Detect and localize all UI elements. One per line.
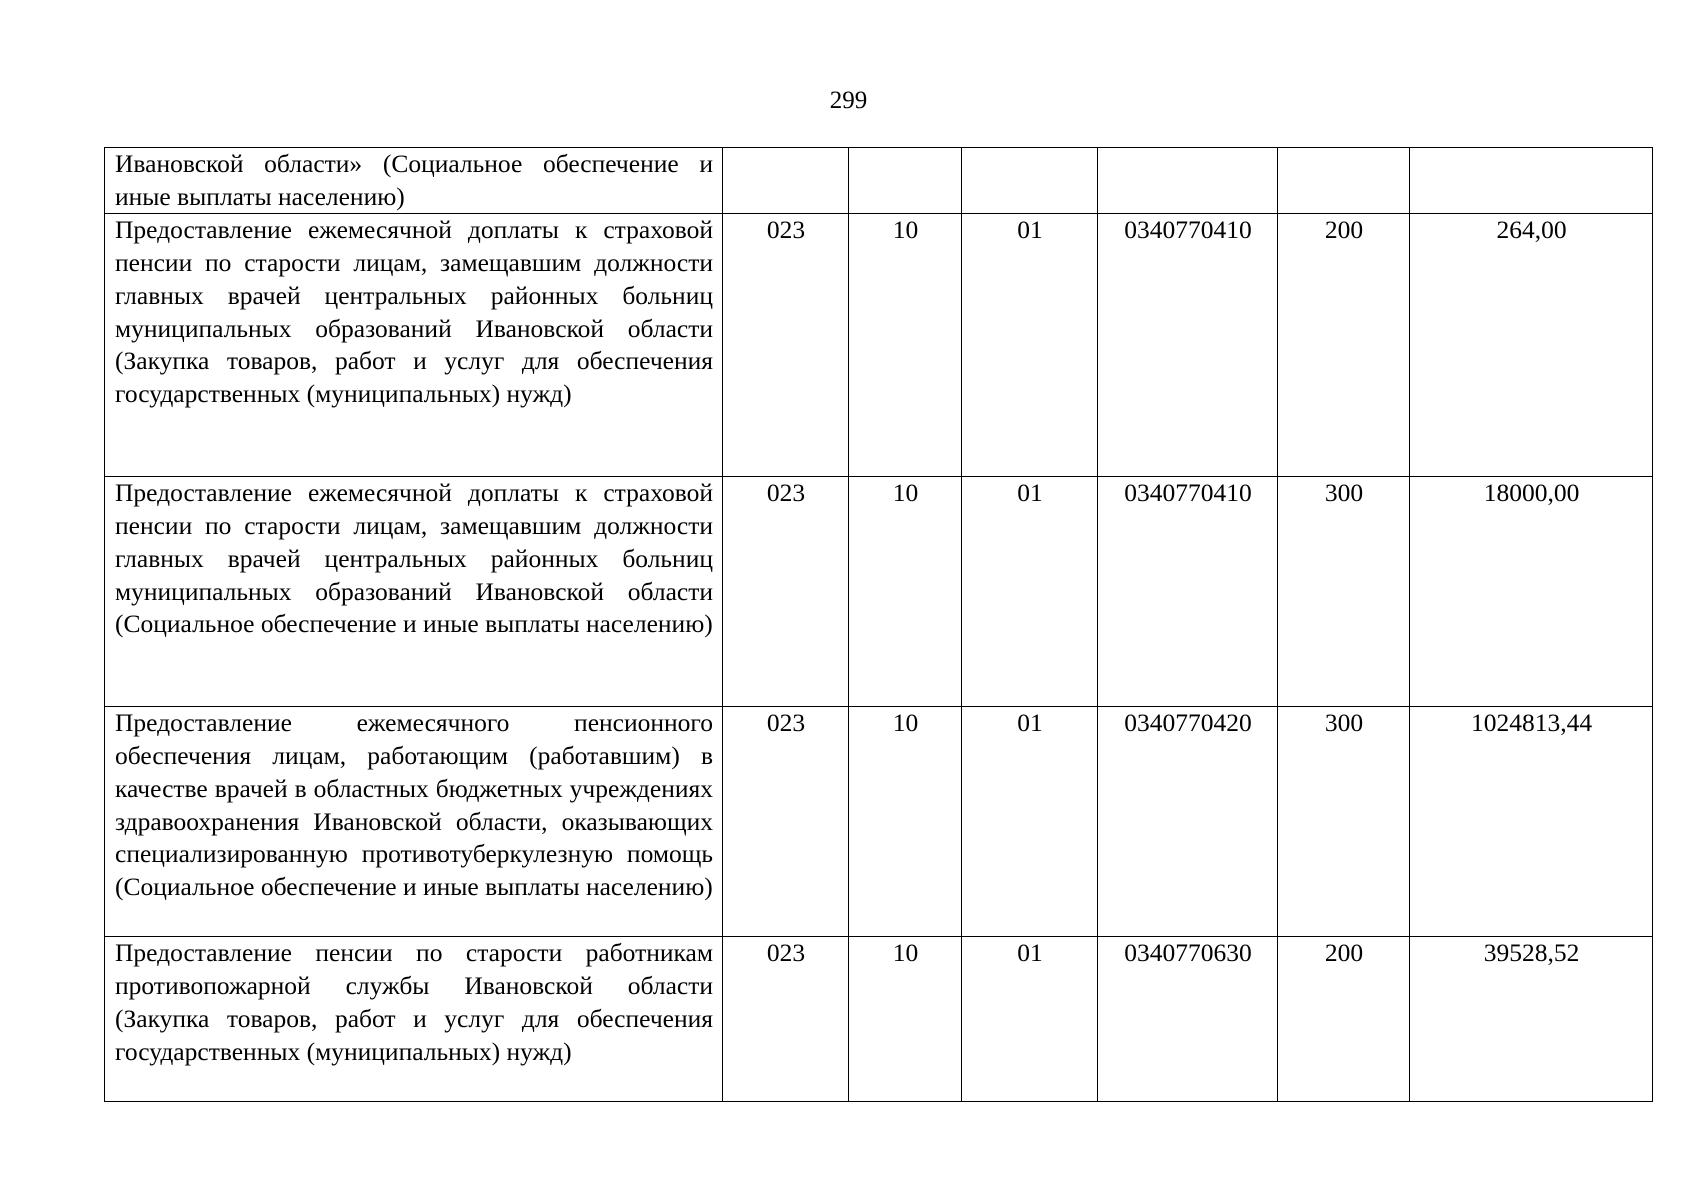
row-description: Предоставление ежемесячного пенсионного обеспечения лицам, работающим (работавшим) в качестве врачей в областных бюджетных учреждениях здравоохранения Ивановской области, оказывающих специализированную противотуберкулезную помощь (Социальное обеспечение и иные выплаты населению) [105,707,723,937]
table-row [105,707,1653,937]
row-description: Предоставление пенсии по старости работникам противопожарной службы Ивановской области (Закупка товаров, работ и услуг для обеспечения государственных (муниципальных) нужд) [105,937,723,1102]
table-row [105,477,1653,707]
section-code: 10 [849,707,962,937]
budget-table [104,147,1653,1102]
subsection-code: 01 [962,477,1098,707]
page-number: 299 [829,87,868,114]
section-code: 10 [849,477,962,707]
target-article-code [1098,148,1278,214]
ministry-code: 023 [723,477,849,707]
amount-value: 1024813,44 [1410,707,1653,937]
expense-type-code: 200 [1278,214,1410,477]
row-description: Ивановской области» (Социальное обеспечение и иные выплаты населению) [105,148,723,214]
expense-type-code: 300 [1278,707,1410,937]
table-row [105,937,1653,1102]
subsection-code: 01 [962,707,1098,937]
table-row [105,214,1653,477]
ministry-code: 023 [723,707,849,937]
subsection-code: 01 [962,937,1098,1102]
amount-value: 264,00 [1410,214,1653,477]
subsection-code: 01 [962,214,1098,477]
amount-value: 18000,00 [1410,477,1653,707]
target-article-code: 0340770420 [1098,707,1278,937]
section-code: 10 [849,937,962,1102]
section-code [849,148,962,214]
subsection-code [962,148,1098,214]
section-code: 10 [849,214,962,477]
amount-value [1410,148,1653,214]
row-description: Предоставление ежемесячной доплаты к страховой пенсии по старости лицам, замещавшим должности главных врачей центральных районных больниц муниципальных образований Ивановской области (Закупка товаров, работ и услуг для обеспечения государственных (муниципальных) нужд) [105,214,723,477]
target-article-code: 0340770630 [1098,937,1278,1102]
target-article-code: 0340770410 [1098,477,1278,707]
ministry-code: 023 [723,214,849,477]
target-article-code: 0340770410 [1098,214,1278,477]
expense-type-code [1278,148,1410,214]
expense-type-code: 200 [1278,937,1410,1102]
amount-value: 39528,52 [1410,937,1653,1102]
ministry-code [723,148,849,214]
ministry-code: 023 [723,937,849,1102]
row-description: Предоставление ежемесячной доплаты к страховой пенсии по старости лицам, замещавшим должности главных врачей центральных районных больниц муниципальных образований Ивановской области (Социальное обеспечение и иные выплаты населению) [105,477,723,707]
expense-type-code: 300 [1278,477,1410,707]
table-row [105,148,1653,214]
